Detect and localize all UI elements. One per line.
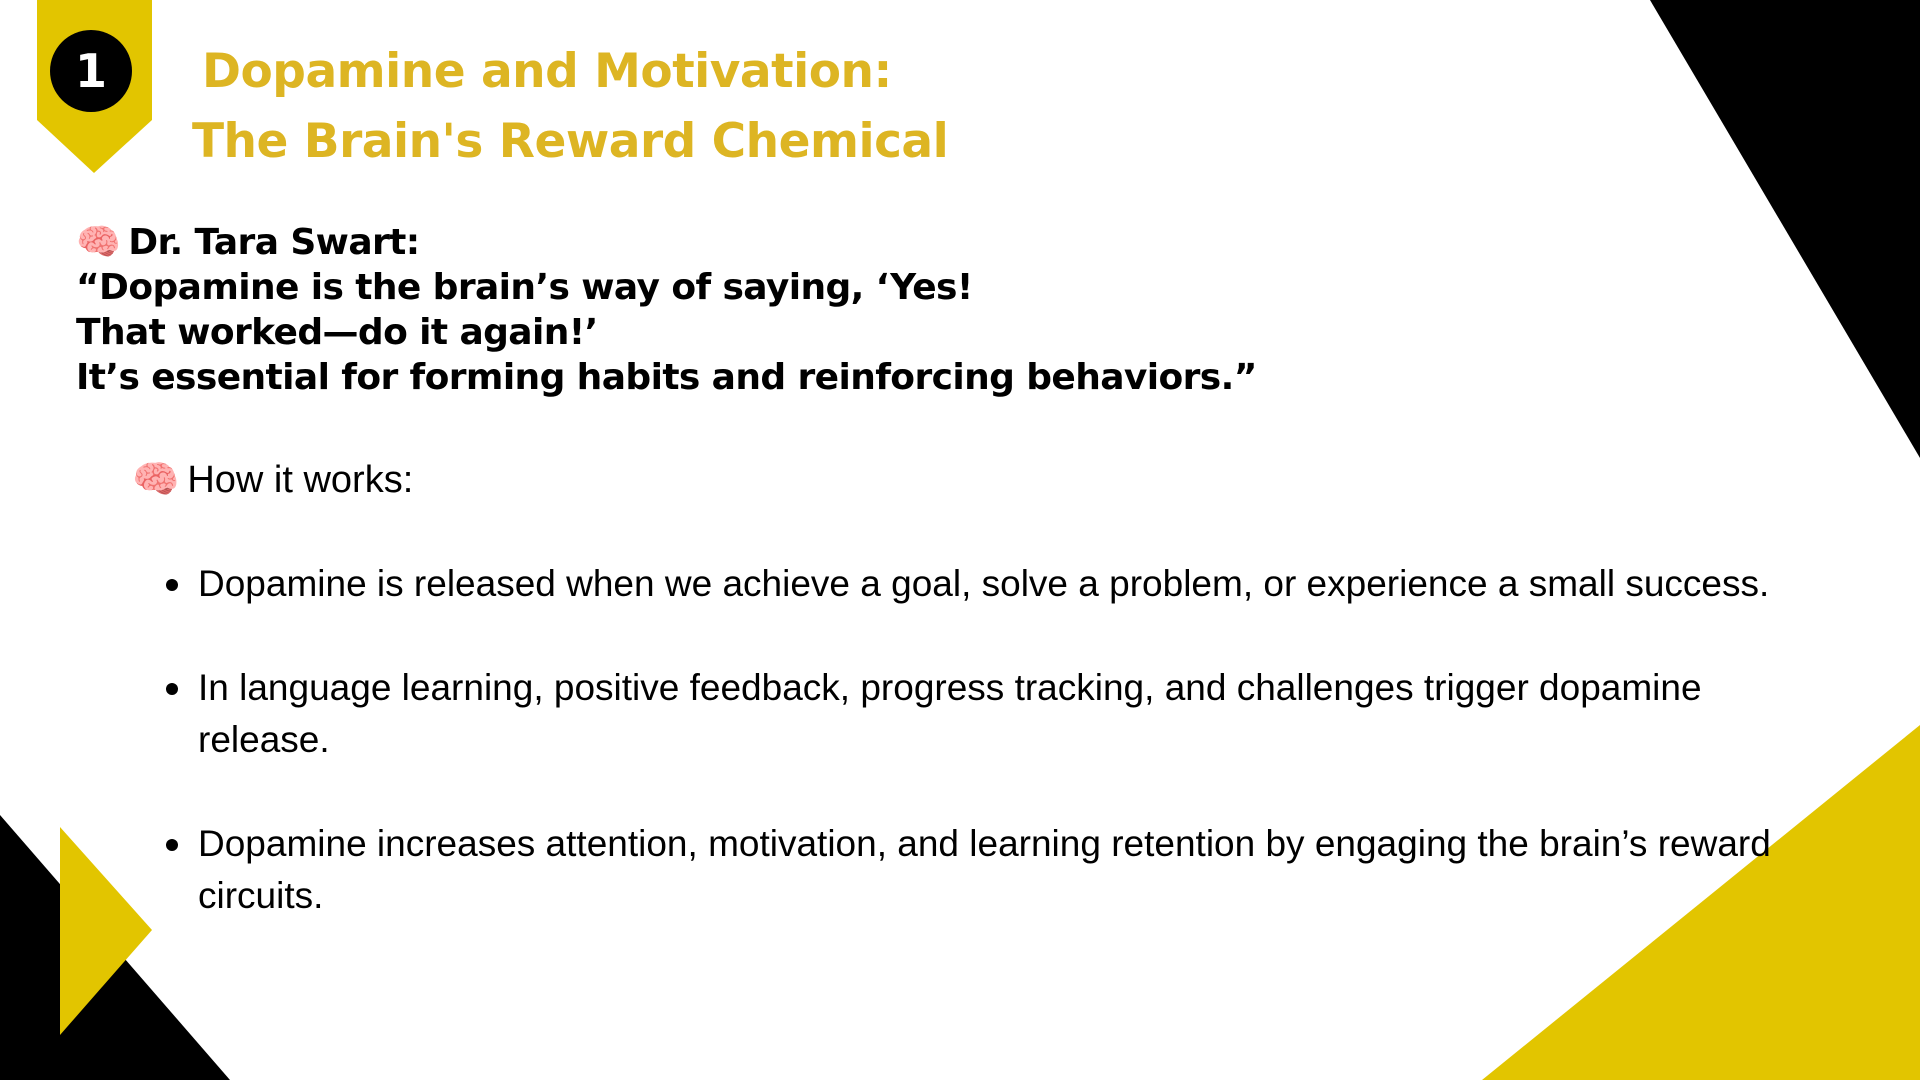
quote-author: Dr. Tara Swart: xyxy=(128,222,420,263)
corner-black-top-right xyxy=(1650,0,1920,458)
slide-number: 1 xyxy=(74,44,107,98)
title-line-1: Dopamine and Motivation: xyxy=(202,44,892,99)
list-item xyxy=(160,558,1838,610)
bullet-list xyxy=(160,558,1840,974)
how-it-works-label: How it works: xyxy=(187,459,414,501)
brain-icon: 🧠 xyxy=(76,222,121,263)
quote-line: That worked—do it again!’ xyxy=(76,312,598,353)
quote-line: It’s essential for forming habits and reinforcing behaviors.” xyxy=(76,357,1257,398)
quote-block xyxy=(76,220,1376,400)
how-it-works-heading xyxy=(132,458,413,503)
quote-line: “Dopamine is the brain’s way of saying, ‘Yes! xyxy=(76,267,973,308)
slide-number-badge xyxy=(50,30,132,112)
list-item xyxy=(160,818,1838,922)
list-item xyxy=(160,662,1838,766)
bullet-text: In language learning, positive feedback, progress tracking, and challenges trigger dopamine release. xyxy=(198,667,1702,760)
bullet-dot xyxy=(166,683,178,695)
bullet-text: Dopamine increases attention, motivation, and learning retention by engaging the brain’s reward circuits. xyxy=(198,823,1771,916)
bullet-dot xyxy=(166,839,178,851)
title-line-2: The Brain's Reward Chemical xyxy=(192,114,949,169)
bullet-dot xyxy=(166,579,178,591)
bullet-text: Dopamine is released when we achieve a goal, solve a problem, or experience a small success. xyxy=(198,563,1770,604)
brain-icon: 🧠 xyxy=(132,459,180,501)
quote-author-line xyxy=(76,220,1376,265)
